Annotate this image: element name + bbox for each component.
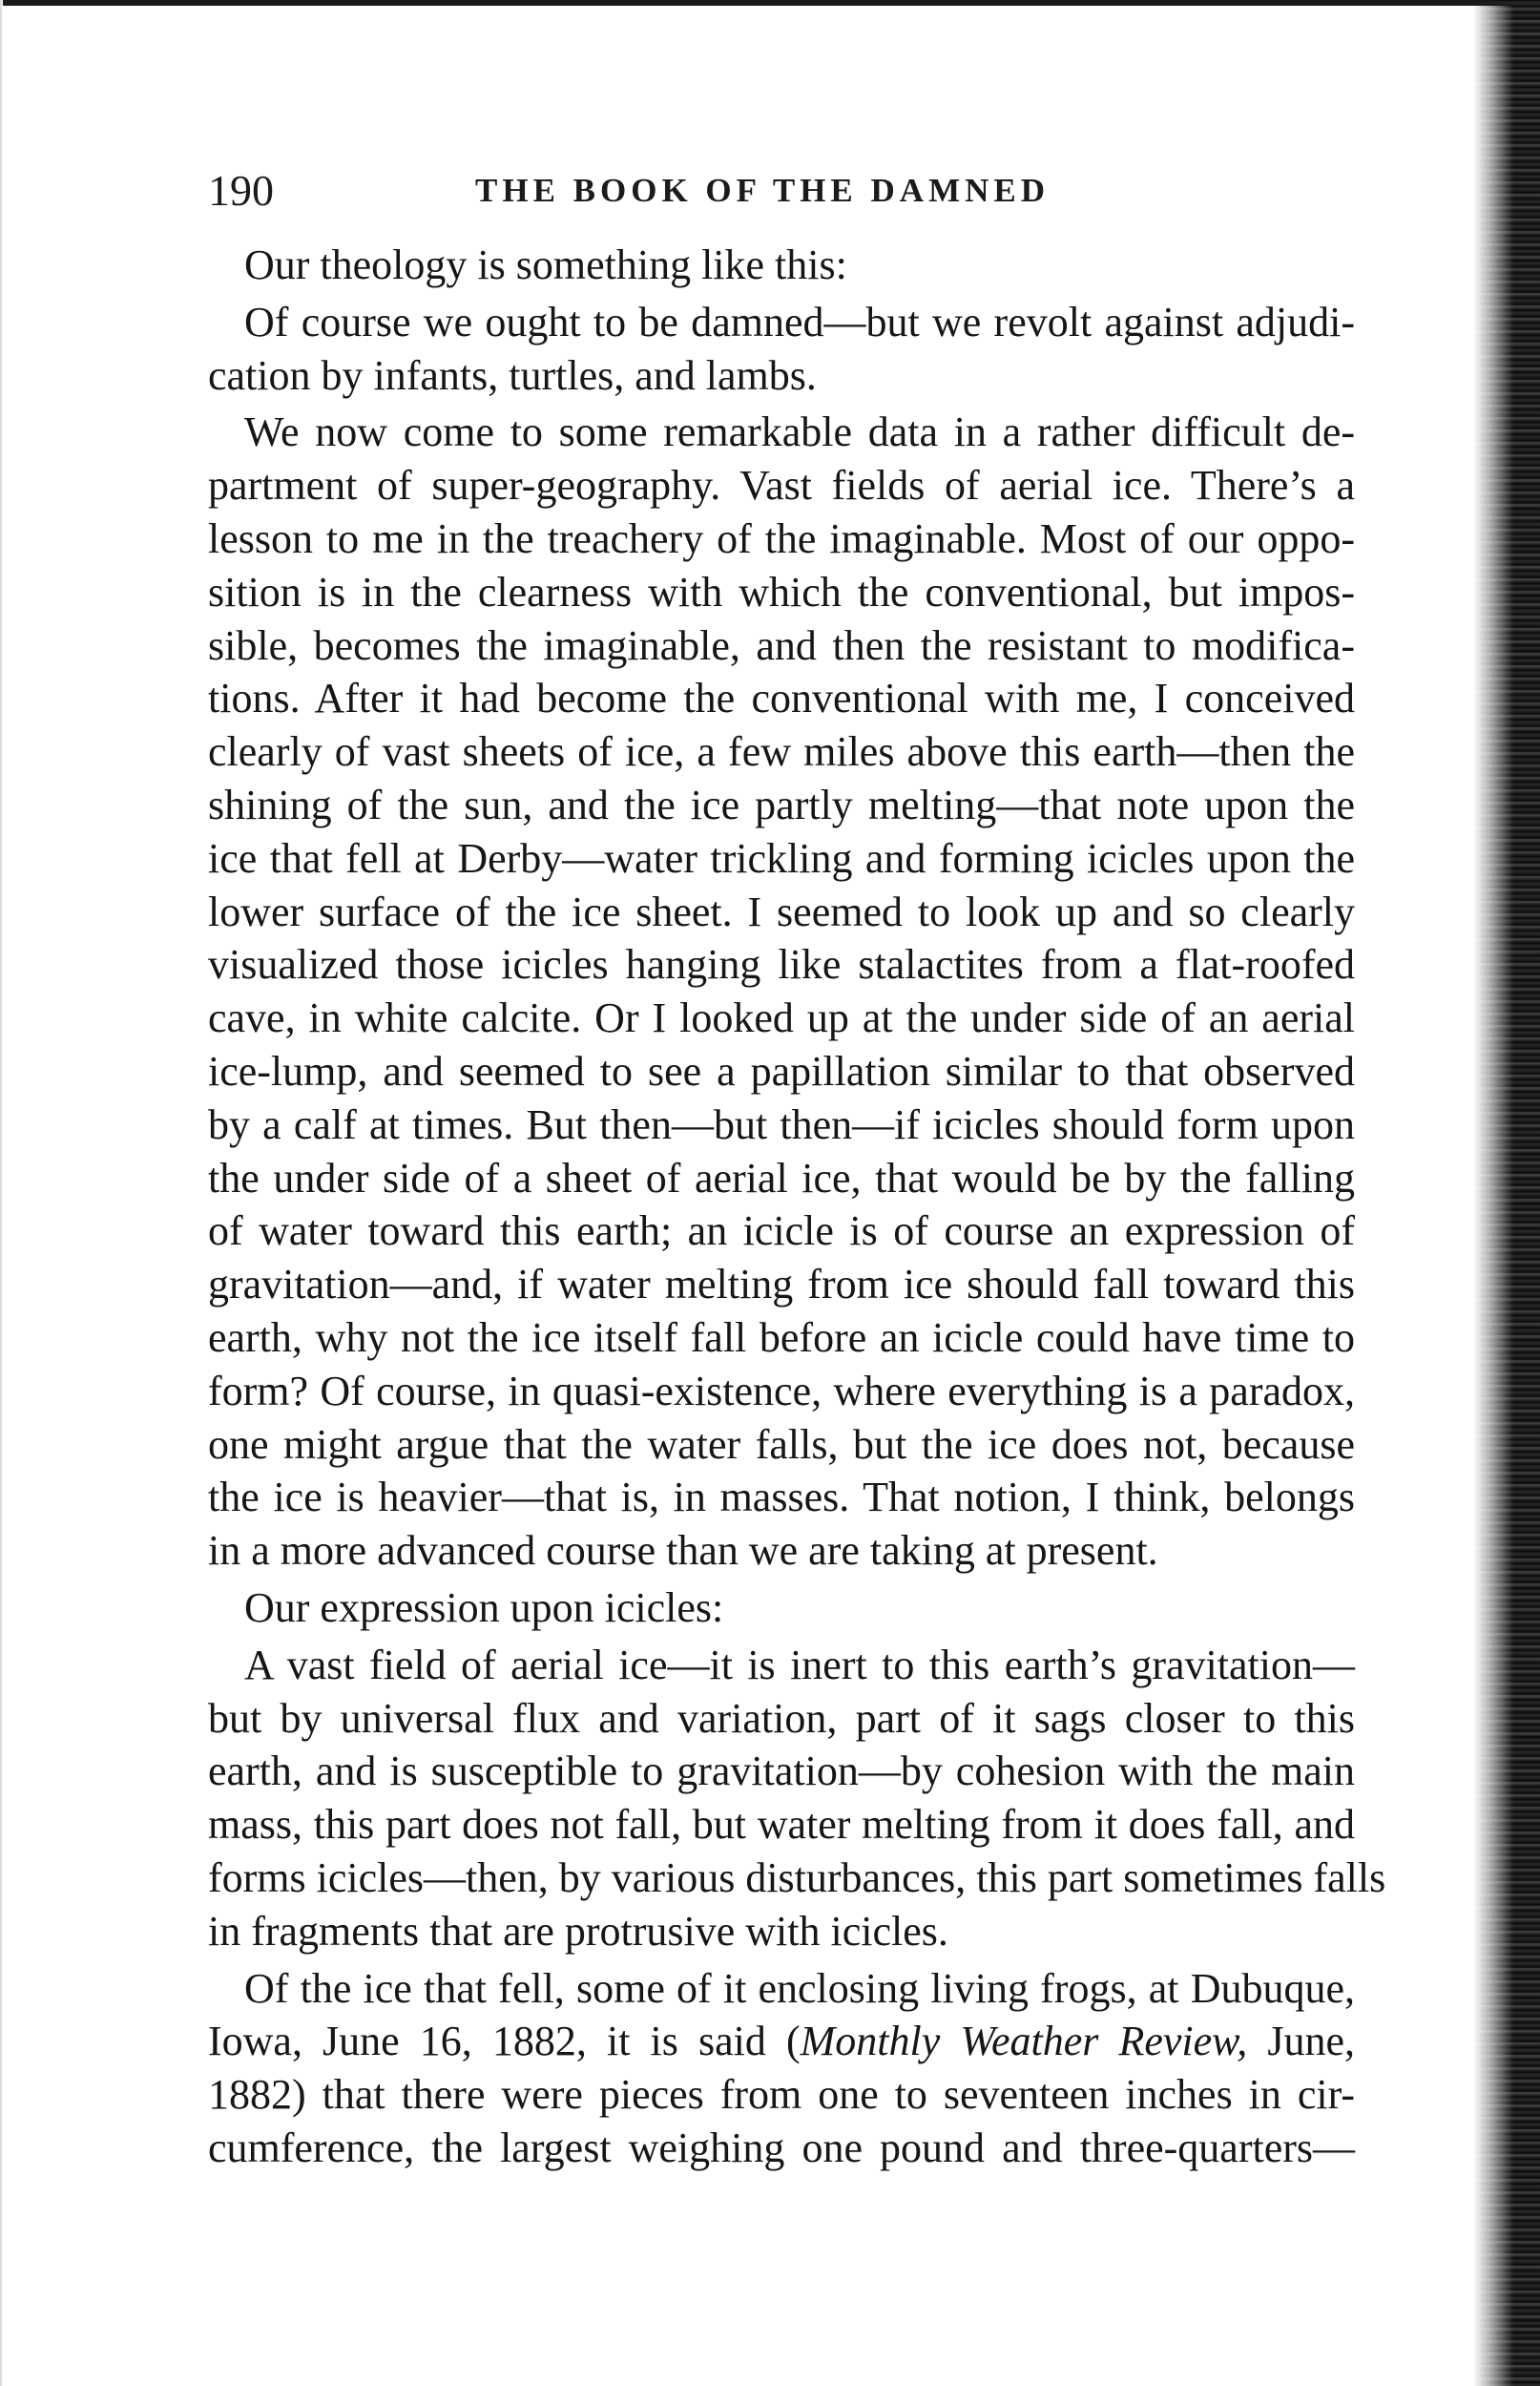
text-line: sible, becomes the imaginable, and then the resistant to modifica-	[208, 621, 1355, 669]
text-line: visualized those icicles hanging like stalactites from a flat-roofed	[208, 941, 1355, 989]
text-line: ice that fell at Derby—water trickling and forming icicles upon the	[208, 834, 1355, 882]
text-line: clearly of vast sheets of ice, a few miles above this earth—then the	[208, 728, 1355, 776]
text-line: A vast field of aerial ice—it is inert to this earth’s gravitation—	[244, 1641, 1355, 1688]
text-line: sition is in the clearness with which the conventional, but impos-	[208, 568, 1355, 616]
text-line: earth, and is susceptible to gravitation—by cohesion with the main	[208, 1748, 1355, 1795]
text-line: shining of the sun, and the ice partly melting—that note upon the	[208, 781, 1355, 828]
text-fragment: Iowa, June 16, 1882, it is said (	[208, 2018, 801, 2065]
text-line: 1882) that there were pieces from one to seventeen inches in cir-	[208, 2071, 1355, 2119]
text-line: We now come to some remarkable data in a rather difficult de-	[244, 408, 1355, 456]
text-line: lower surface of the ice sheet. I seemed to look up and so clearly	[208, 888, 1355, 935]
text-line: ice-lump, and seemed to see a papillation similar to that observed	[208, 1047, 1355, 1095]
text-line: Of the ice that fell, some of it enclosing living frogs, at Dubuque,	[244, 1964, 1355, 2012]
text-line: in a more advanced course than we are taking at present.	[208, 1527, 1158, 1575]
text-line: partment of super-geography. Vast fields of aerial ice. There’s a	[208, 462, 1355, 510]
text-line: Our expression upon icicles:	[244, 1583, 724, 1631]
page-number: 190	[208, 166, 274, 215]
page-gutter-edge	[1473, 0, 1540, 2386]
text-line: one might argue that the water falls, but the ice does not, because	[208, 1420, 1355, 1468]
text-line: form? Of course, in quasi-existence, where everything is a paradox,	[208, 1367, 1355, 1414]
text-line: cumference, the largest weighing one pound and three-quarters—	[208, 2124, 1355, 2171]
text-fragment: June,	[1247, 2018, 1356, 2065]
text-line: tions. After it had become the conventional with me, I conceived	[208, 675, 1355, 722]
book-title: THE BOOK OF THE DAMNED	[475, 172, 1050, 209]
text-line: the under side of a sheet of aerial ice, that would be by the falling	[208, 1154, 1355, 1202]
text-line: Our theology is something like this:	[244, 241, 847, 288]
body-text	[208, 239, 1386, 2175]
text-line: Of course we ought to be damned—but we revolt against adjudi-	[244, 298, 1355, 345]
text-line: gravitation—and, if water melting from ice should fall toward this	[208, 1261, 1355, 1308]
text-line: cave, in white calcite. Or I looked up at the under side of an aerial	[208, 994, 1355, 1042]
text-line: cation by infants, turtles, and lambs.	[208, 351, 817, 399]
text-line: lesson to me in the treachery of the imaginable. Most of our oppo-	[208, 514, 1355, 562]
text-line: mass, this part does not fall, but water melting from it does fall, and	[208, 1801, 1355, 1849]
text-line: in fragments that are protrusive with icicles.	[208, 1907, 948, 1955]
left-edge-shadow	[0, 0, 3, 2386]
text-line: forms icicles—then, by various disturbances, this part sometimes falls	[208, 1853, 1386, 1901]
top-edge-rule	[0, 0, 1540, 6]
text-line: the ice is heavier—that is, in masses. That notion, I think, belongs	[208, 1474, 1355, 1521]
running-head	[208, 162, 1353, 220]
citation-title: Monthly Weather Review,	[800, 2018, 1248, 2065]
text-line: of water toward this earth; an icicle is of course an expression of	[208, 1207, 1355, 1255]
text-line: by a calf at times. But then—but then—if icicles should form upon	[208, 1100, 1355, 1148]
text-line: earth, why not the ice itself fall before an icicle could have time to	[208, 1313, 1355, 1361]
text-line	[208, 2015, 1355, 2068]
text-line: but by universal flux and variation, part of it sags closer to this	[208, 1694, 1355, 1742]
